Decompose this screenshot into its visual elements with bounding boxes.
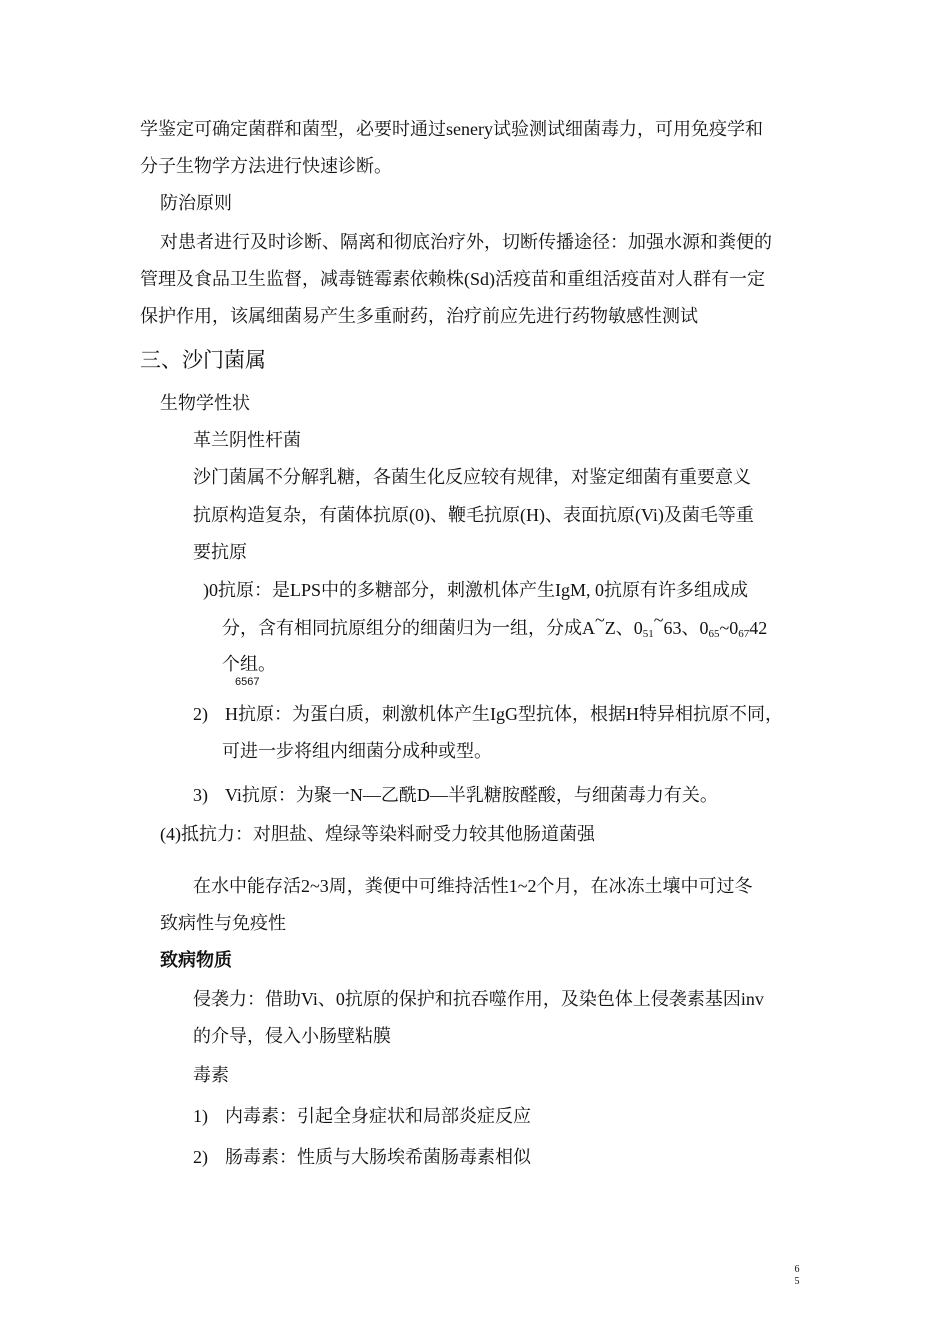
paragraph-line: 学鉴定可确定菌群和菌型，必要时通过senery试验测试细菌毒力，可用免疫学和 xyxy=(140,119,763,139)
paragraph-line: 要抗原 xyxy=(193,542,247,562)
subheading-toxin: 毒素 xyxy=(193,1065,229,1085)
list-item-h-antigen xyxy=(193,702,783,726)
text-run: ~0 xyxy=(719,618,739,638)
paragraph-line: 的介导，侵入小肠壁粘膜 xyxy=(193,1026,391,1046)
paragraph-line: 沙门菌属不分解乳糖，各菌生化反应较有规律，对鉴定细菌有重要意义 xyxy=(193,467,751,487)
paragraph-line: 分子生物学方法进行快速诊断。 xyxy=(140,156,392,176)
list-number: 2) xyxy=(193,704,208,724)
page-number-top-digit: 6 xyxy=(794,1264,800,1275)
list-item-endotoxin xyxy=(193,1104,531,1128)
paragraph-line: 可进一步将组内细菌分成种或型。 xyxy=(222,741,492,761)
list-item-o-antigen-cont xyxy=(222,610,768,640)
page-number-bottom-digit: 5 xyxy=(794,1276,800,1287)
tilde-mark: ~ xyxy=(595,610,605,630)
text-run: 肠毒素：性质与大肠埃希菌肠毒素相似 xyxy=(225,1147,531,1167)
paragraph-line: 革兰阴性杆菌 xyxy=(193,430,301,450)
subscript: 67 xyxy=(738,628,750,640)
paragraph-line: 管理及食品卫生监督，减毒链霉素依赖株(Sd)活疫苗和重组活疫苗对人群有一定 xyxy=(140,269,765,289)
stray-digits: 6567 xyxy=(235,676,260,688)
text-run: 分，含有相同抗原组分的细菌归为一组，分成A xyxy=(222,618,595,638)
text-run: H抗原：为蛋白质，刺激机体产生IgG型抗体，根据H特异相抗原不同， xyxy=(225,704,783,724)
paragraph-line: (4)抵抗力：对胆盐、煌绿等染料耐受力较其他肠道菌强 xyxy=(160,824,595,844)
paragraph-line: 侵袭力：借助Vi、0抗原的保护和抗吞噬作用，及染色体上侵袭素基因inv xyxy=(193,989,764,1009)
text-run: 42 xyxy=(749,618,768,638)
text-run: 内毒素：引起全身症状和局部炎症反应 xyxy=(225,1106,531,1126)
text-run: Z、0 xyxy=(604,618,643,638)
text-run: Vi抗原：为聚一N—乙酰D—半乳糖胺醛酸，与细菌毒力有关。 xyxy=(225,785,718,805)
tilde-mark: ~ xyxy=(653,610,664,630)
list-number: 1) xyxy=(193,1106,208,1126)
subheading-biology: 生物学性状 xyxy=(160,393,250,413)
list-item-enterotoxin xyxy=(193,1145,531,1169)
paragraph-line: 在水中能存活2~3周，粪便中可维持活性1~2个月，在冰冻土壤中可过冬 xyxy=(193,876,753,896)
subheading-prevention: 防治原则 xyxy=(160,193,232,213)
paragraph-line: 抗原构造复杂，有菌体抗原(0)、鞭毛抗原(H)、表面抗原(Vi)及菌毛等重 xyxy=(193,505,754,525)
list-item-vi-antigen xyxy=(193,783,718,807)
subscript: 65 xyxy=(708,628,720,640)
subscript: 51 xyxy=(642,628,654,640)
subheading-pathogenic-material: 致病物质 xyxy=(160,950,232,970)
list-number: 3) xyxy=(193,785,208,805)
paragraph-line: 保护作用，该属细菌易产生多重耐药，治疗前应先进行药物敏感性测试 xyxy=(140,306,698,326)
list-item-o-antigen: )0抗原：是LPS中的多糖部分，刺激机体产生IgM, 0抗原有许多组成成 xyxy=(203,580,749,600)
section-heading: 三、沙门菌属 xyxy=(140,348,266,372)
paragraph-line: 个组。 xyxy=(222,654,276,674)
paragraph-line: 对患者进行及时诊断、隔离和彻底治疗外，切断传播途径：加强水源和粪便的 xyxy=(160,232,772,252)
text-run: 63、0 xyxy=(663,618,709,638)
subheading-pathogenicity: 致病性与免疫性 xyxy=(160,913,286,933)
list-number: 2) xyxy=(193,1147,208,1167)
